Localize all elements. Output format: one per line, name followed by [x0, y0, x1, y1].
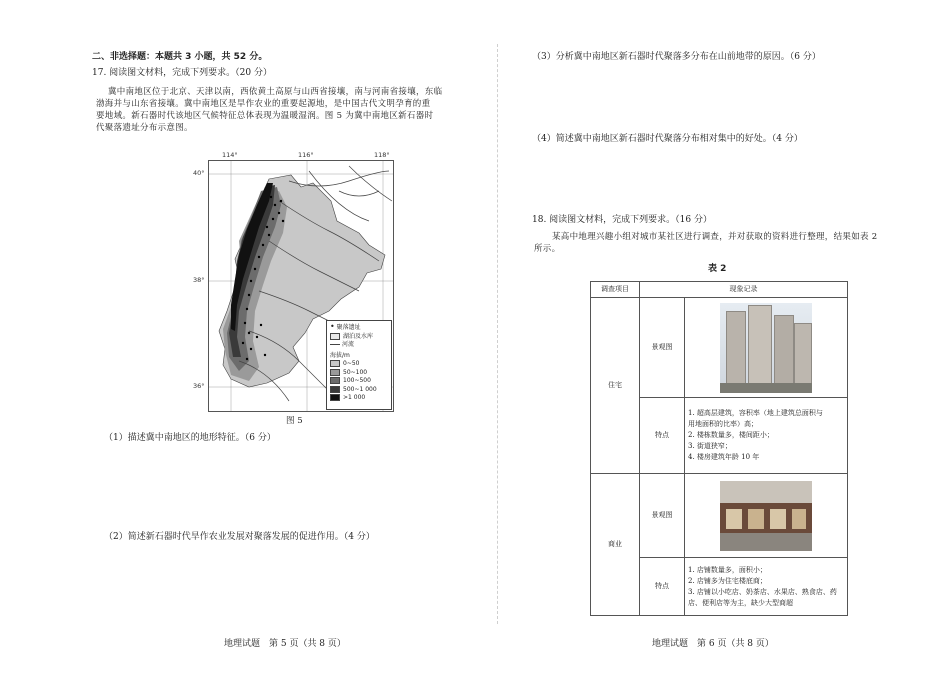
lat-label: 38° — [193, 276, 205, 284]
residential-features — [685, 398, 848, 474]
lon-label: 116° — [298, 151, 314, 159]
q17-sub2: （2）简述新石器时代旱作农业发展对聚落发展的促进作用。（4 分） — [104, 532, 375, 542]
commercial-label: 商业 — [591, 474, 640, 616]
table-title: 表 2 — [708, 264, 727, 274]
q17-paragraph — [96, 86, 488, 134]
lat-label: 36° — [193, 382, 205, 390]
residential-photo-cell — [685, 298, 848, 398]
feature-line: 3. 店铺以小吃店、奶茶店、水果店、熟食店、药 — [688, 587, 837, 596]
legend-settlement: • 聚落遗址 — [330, 322, 361, 331]
section-header: 二、非选择题：本题共 3 小题，共 52 分。 — [92, 52, 268, 62]
commercial-photo — [720, 481, 812, 551]
q18-stem: 18. 阅读图文材料，完成下列要求。（16 分） — [532, 215, 712, 225]
legend-class-label: 50~100 — [343, 368, 368, 376]
table-row — [591, 474, 848, 558]
lon-label: 118° — [374, 151, 390, 159]
feature-line: 2. 楼栋数量多，楼间距小； — [688, 431, 774, 439]
legend-class — [330, 394, 388, 403]
page-footer-right: 地理试题 第 6 页（共 8 页） — [652, 639, 774, 649]
legend-lake-label: 湖泊及水库 — [343, 332, 374, 340]
commercial-features — [685, 558, 848, 616]
lon-label: 114° — [222, 151, 238, 159]
q18-paragraph — [534, 231, 912, 255]
legend-class — [330, 369, 388, 378]
q18-line: 某高中地理兴趣小组对城市某社区进行调查，并对获取的资料进行整理，结果如表 2 — [552, 232, 878, 242]
header-record: 现象记录 — [640, 282, 848, 298]
table-row — [591, 298, 848, 398]
feature-line: 3. 街道狭窄； — [688, 442, 732, 450]
legend-elev-title: 海拔/m — [330, 351, 350, 359]
legend-class-label: >1 000 — [343, 394, 366, 401]
q18-line: 所示。 — [534, 244, 561, 254]
legend-settlement-label: 聚落遗址 — [336, 324, 361, 331]
q17-sub3: （3）分析冀中南地区新石器时代聚落多分布在山前地带的原因。（6 分） — [532, 52, 821, 62]
header-item: 调查项目 — [591, 282, 640, 298]
residential-label: 住宅 — [591, 298, 640, 474]
q17-line: 冀中南地区位于北京、天津以南，西依黄土高原与山西省接壤，南与河南省接壤，东临 — [108, 87, 443, 97]
commercial-view-label: 景观图 — [640, 474, 685, 558]
commercial-photo-cell — [685, 474, 848, 558]
residential-view-label: 景观图 — [640, 298, 685, 398]
legend-class — [330, 377, 388, 386]
feature-line: 2. 店铺多为住宅楼底商； — [688, 576, 767, 585]
q17-sub4: （4）简述冀中南地区新石器时代聚落分布相对集中的好处。（4 分） — [532, 134, 803, 144]
legend-class — [330, 360, 388, 369]
page-divider — [497, 44, 498, 624]
lat-label: 40° — [193, 169, 205, 177]
legend-class-label: 0~50 — [343, 360, 360, 367]
q17-line: 渤海并与山东省接壤。冀中南地区是旱作农业的重要起源地，是中国古代文明孕育的重 — [96, 99, 431, 109]
legend-lake — [330, 333, 388, 342]
legend-class — [330, 386, 388, 395]
survey-table — [590, 281, 848, 616]
legend-river — [330, 341, 388, 350]
residential-photo — [720, 303, 812, 393]
residential-feature-label: 特点 — [640, 398, 685, 474]
legend-class-label: 500~1 000 — [343, 385, 377, 393]
feature-line: 4. 楼房建筑年龄 10 年 — [688, 453, 760, 461]
q17-line: 要地域。新石器时代该地区气候特征总体表现为温暖湿润。图 5 为冀中南地区新石器时 — [96, 111, 434, 121]
map-legend — [326, 320, 392, 410]
q17-sub1: （1）描述冀中南地区的地形特征。（6 分） — [104, 433, 276, 443]
feature-line: 1. 店铺数量多，面积小； — [688, 565, 767, 574]
commercial-feature-label: 特点 — [640, 558, 685, 616]
feature-line: 店、便利店等为主，缺少大型商超 — [688, 598, 793, 607]
legend-class-label: 100~500 — [343, 377, 371, 384]
q17-stem: 17. 阅读图文材料，完成下列要求。（20 分） — [92, 68, 272, 78]
q17-line: 代聚落遗址分布示意图。 — [96, 123, 193, 133]
figure-caption: 图 5 — [286, 416, 303, 426]
feature-line: 用地面积的比率）高； — [688, 420, 758, 428]
table-header-row — [591, 282, 848, 298]
legend-river-label: 河流 — [342, 341, 355, 348]
feature-line: 1. 超高层建筑，容积率（地上建筑总面积与 — [688, 409, 823, 417]
page-footer-left: 地理试题 第 5 页（共 8 页） — [224, 639, 346, 649]
